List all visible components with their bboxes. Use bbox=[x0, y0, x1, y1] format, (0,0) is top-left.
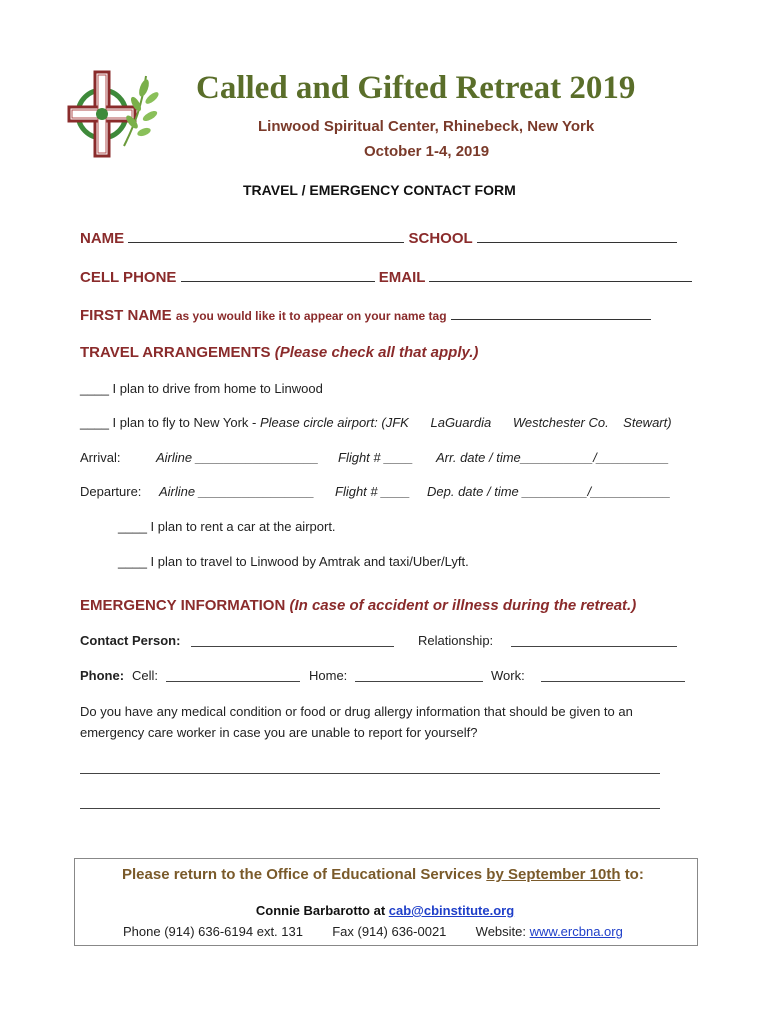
contact-person-field[interactable] bbox=[191, 634, 394, 647]
medical-question-line2: emergency care worker in case you are unable to report for yourself? bbox=[80, 725, 478, 740]
cell-label: Cell: bbox=[132, 668, 159, 683]
website-label: Website: bbox=[475, 924, 526, 939]
relationship-label: Relationship: bbox=[418, 633, 494, 648]
rent-car-checkbox[interactable]: ____ bbox=[118, 519, 147, 534]
medical-answer-line-1[interactable] bbox=[80, 773, 660, 774]
cell-phone-label: CELL PHONE bbox=[80, 269, 177, 286]
first-name-field[interactable] bbox=[451, 305, 651, 320]
location: Linwood Spiritual Center, Rhinebeck, New York bbox=[258, 118, 595, 135]
form-title: TRAVEL / EMERGENCY CONTACT FORM bbox=[243, 182, 516, 198]
arrival-flight-field[interactable]: Flight # ____ bbox=[338, 450, 414, 465]
contact-person-label: Contact Person: bbox=[80, 633, 181, 648]
emergency-home-field[interactable] bbox=[355, 669, 483, 682]
home-label: Home: bbox=[309, 668, 348, 683]
amtrak-option: I plan to travel to Linwood by Amtrak and taxi/Uber/Lyft. bbox=[150, 554, 469, 569]
work-label: Work: bbox=[491, 668, 525, 683]
contact-email-link[interactable]: cab@cbinstitute.org bbox=[388, 903, 515, 918]
emergency-work-field[interactable] bbox=[541, 669, 685, 682]
arrival-label: Arrival: bbox=[80, 450, 121, 465]
cross-with-olive-branch-icon bbox=[64, 66, 164, 166]
contact-name: Connie Barbarotto at bbox=[255, 903, 386, 918]
relationship-field[interactable] bbox=[511, 634, 677, 647]
cell-phone-field[interactable] bbox=[181, 267, 375, 282]
fly-option: I plan to fly to New York - bbox=[112, 415, 257, 430]
departure-airline-field[interactable]: Airline ________________ bbox=[159, 484, 315, 499]
departure-label: Departure: bbox=[80, 484, 142, 499]
footer-fax: Fax (914) 636-0021 bbox=[332, 924, 447, 939]
emergency-heading-note: (In case of accident or illness during the retreat.) bbox=[289, 597, 637, 614]
travel-heading: TRAVEL ARRANGEMENTS bbox=[80, 344, 271, 361]
return-text: Please return to the Office of Educational Services bbox=[122, 866, 483, 883]
drive-option: I plan to drive from home to Linwood bbox=[112, 381, 323, 396]
departure-date-field[interactable]: Dep. date / time _________/___________ bbox=[427, 484, 671, 499]
page-title: Called and Gifted Retreat 2019 bbox=[196, 70, 636, 106]
emergency-heading: EMERGENCY INFORMATION bbox=[80, 597, 286, 614]
arrival-date-field[interactable]: Arr. date / time__________/__________ bbox=[436, 450, 669, 465]
rent-car-option: I plan to rent a car at the airport. bbox=[150, 519, 336, 534]
footer-phone: Phone (914) 636-6194 ext. 131 bbox=[123, 924, 303, 939]
email-field[interactable] bbox=[429, 267, 692, 282]
arrival-airline-field[interactable]: Airline _________________ bbox=[156, 450, 319, 465]
website-link[interactable]: www.ercbna.org bbox=[529, 924, 623, 939]
travel-heading-note: (Please check all that apply.) bbox=[274, 344, 479, 361]
dates: October 1-4, 2019 bbox=[364, 143, 490, 160]
first-name-label: FIRST NAME bbox=[80, 307, 172, 324]
return-to: to: bbox=[624, 866, 644, 883]
medical-question-line1: Do you have any medical condition or food or drug allergy information that should be given to an bbox=[80, 704, 633, 719]
fly-checkbox[interactable]: ____ bbox=[80, 415, 109, 430]
amtrak-checkbox[interactable]: ____ bbox=[118, 554, 147, 569]
airport-choices[interactable]: (JFK LaGuardia Westchester Co. Stewart) bbox=[381, 415, 672, 430]
name-label: NAME bbox=[80, 230, 125, 247]
email-label: EMAIL bbox=[378, 269, 426, 286]
deadline: by September 10th bbox=[486, 866, 621, 883]
name-field[interactable] bbox=[128, 228, 404, 243]
medical-answer-line-2[interactable] bbox=[80, 808, 660, 809]
school-field[interactable] bbox=[477, 228, 677, 243]
phone-label: Phone: bbox=[80, 668, 125, 683]
drive-checkbox[interactable]: ____ bbox=[80, 381, 109, 396]
departure-flight-field[interactable]: Flight # ____ bbox=[335, 484, 411, 499]
emergency-cell-field[interactable] bbox=[166, 669, 300, 682]
circle-airport-label: Please circle airport: bbox=[259, 415, 378, 430]
school-label: SCHOOL bbox=[408, 230, 473, 247]
first-name-hint: as you would like it to appear on your name tag bbox=[175, 309, 447, 323]
